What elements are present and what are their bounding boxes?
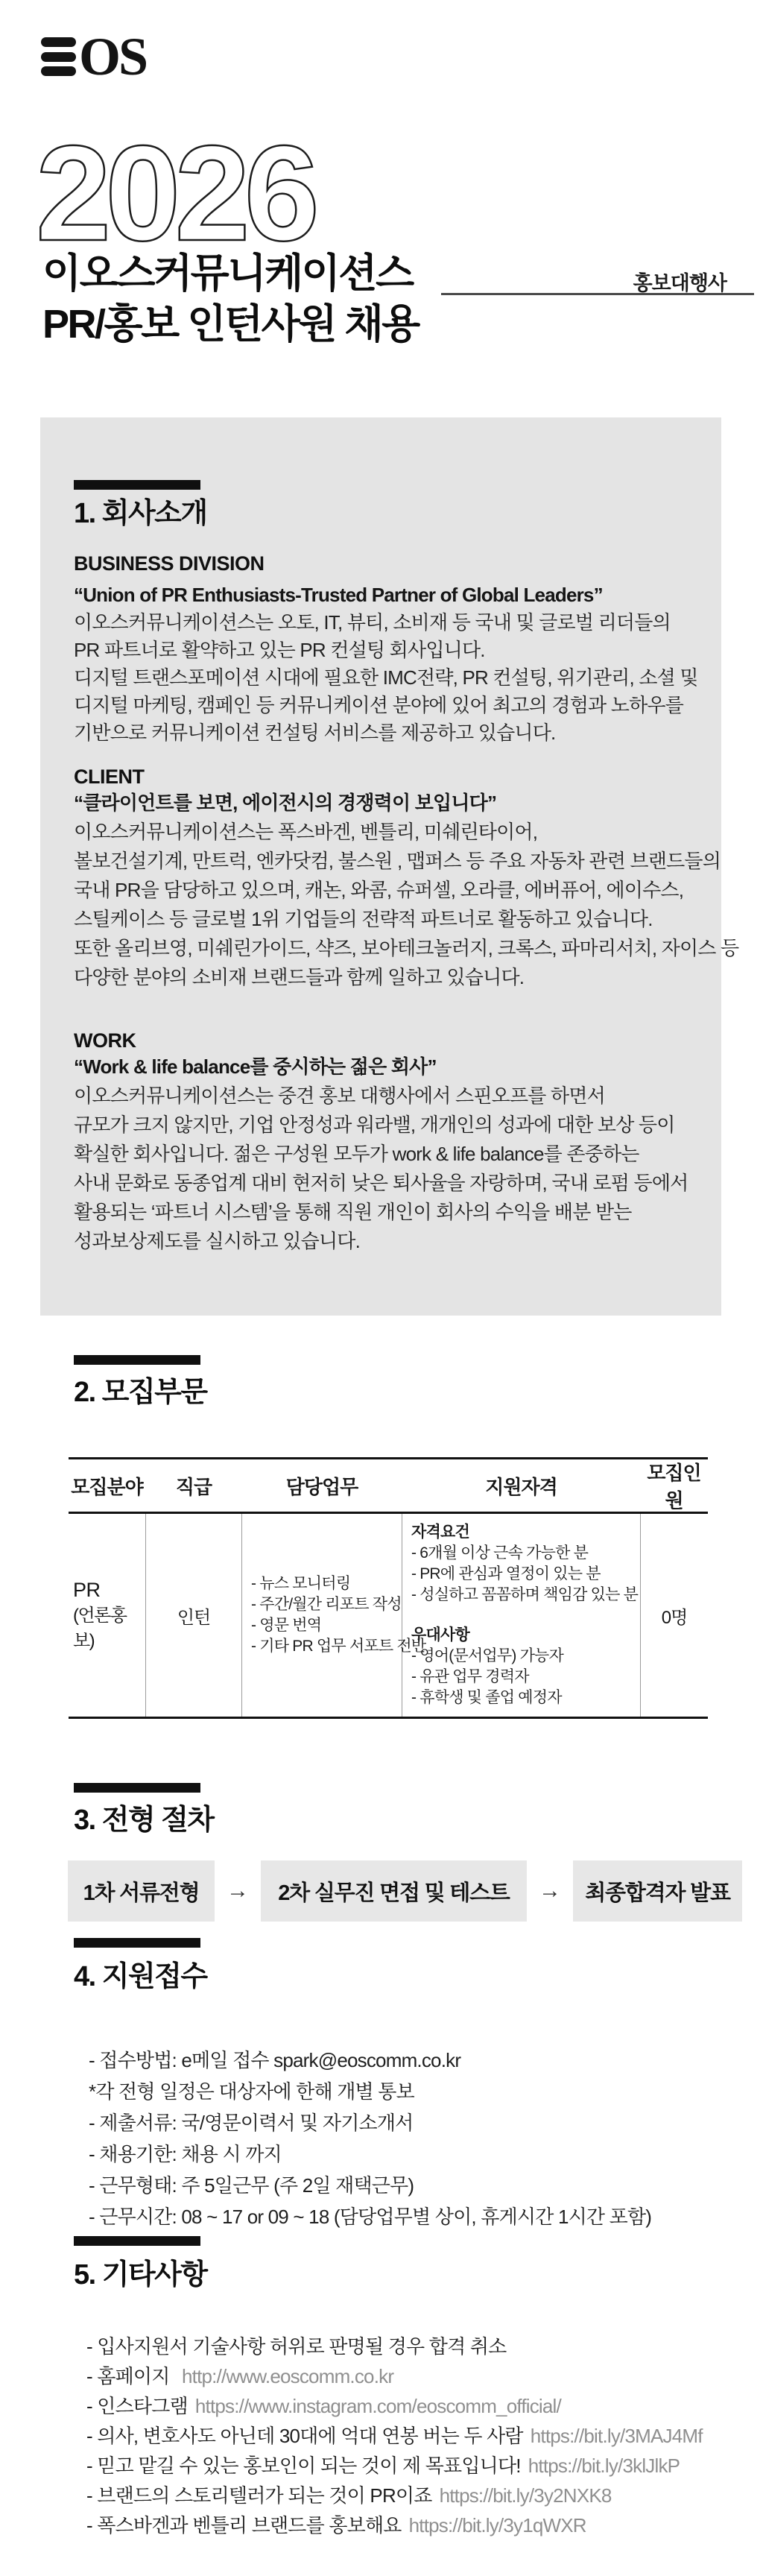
list-item-text: - 입사지원서 기술사항 허위로 판명될 경우 합격 취소 <box>86 2335 507 2358</box>
page-title-line1: 이오스커뮤니케이션스 <box>42 251 413 296</box>
list-item: - 접수방법: e메일 접수 spark@eoscomm.co.kr <box>89 2049 461 2071</box>
cell-qualification <box>402 1514 641 1717</box>
section-heading-recruit: 2. 모집부문 <box>74 1377 207 1408</box>
list-item: - 제출서류: 국/영문이력서 및 자기소개서 <box>89 2112 414 2134</box>
business-division-heading: BUSINESS DIVISION <box>74 552 265 575</box>
list-item: 이오스커뮤니케이션스는 중견 홍보 대행사에서 스핀오프를 하면서 <box>74 1084 605 1107</box>
col-header-field: 모집분야 <box>71 1475 143 1498</box>
eos-logo-bars-icon <box>41 37 76 76</box>
list-item: *각 전형 일정은 대상자에 한해 개별 통보 <box>89 2080 414 2103</box>
client-block <box>74 765 739 992</box>
list-item <box>86 2391 703 2421</box>
list-item: - 휴학생 및 졸업 예정자 <box>411 1689 562 1706</box>
cell-level: 인턴 <box>146 1514 242 1717</box>
list-item: 또한 올리브영, 미쉐린가이드, 샥즈, 보아테크놀러지, 크록스, 파마리서치, 자이스 등 <box>74 936 739 959</box>
apply-item-list <box>89 2045 651 2232</box>
list-item: - 채용기한: 채용 시 까지 <box>89 2143 282 2165</box>
list-item: - 근무형태: 주 5일근무 (주 2일 재택근무) <box>89 2174 414 2197</box>
client-paragraph <box>74 818 739 992</box>
agency-tag: 홍보대행사 <box>633 272 726 294</box>
col-header-count: 모집인원 <box>647 1462 701 1512</box>
list-item: 스틸케이스 등 글로벌 1위 기업들의 전략적 파트너로 활동하고 있습니다. <box>74 907 653 930</box>
list-item: - 유관 업무 경력자 <box>411 1668 529 1685</box>
business-paragraph <box>74 609 698 747</box>
list-item: 활용되는 ‘파트너 시스템’을 통해 직원 개인이 회사의 수익을 배분 받는 <box>74 1200 632 1223</box>
list-item: - 기타 PR 업무 서포트 전반 <box>251 1638 426 1655</box>
qualification-preferred-group <box>411 1625 640 1708</box>
eos-logo <box>41 27 147 86</box>
list-item-text: - 브랜드의 스토리텔러가 되는 것이 PR이죠 <box>86 2484 432 2507</box>
etc-item-list <box>86 2332 703 2540</box>
external-link[interactable]: https://bit.ly/3y1qWXR <box>408 2514 586 2536</box>
arrow-right-icon: → <box>539 1878 561 1903</box>
list-item: 규모가 크지 않지만, 기업 안정성과 워라밸, 개개인의 성과에 대한 보상 등이 <box>74 1113 675 1136</box>
field-name: PR <box>73 1579 101 1601</box>
list-item: - 영어(문서업무) 가능자 <box>411 1647 564 1664</box>
qualification-preferred-items <box>411 1646 640 1708</box>
list-item-text: - 믿고 맡길 수 있는 홍보인이 되는 것이 제 목표입니다! <box>86 2455 521 2477</box>
recruit-table <box>69 1457 708 1719</box>
list-item: 다양한 분야의 소비재 브랜드들과 함께 일하고 있습니다. <box>74 965 525 988</box>
list-item <box>86 2451 703 2481</box>
list-item <box>86 2421 703 2451</box>
field-subname: (언론홍보) <box>73 1606 127 1651</box>
arrow-right-icon: → <box>227 1878 249 1903</box>
qualification-required-group <box>411 1522 640 1606</box>
section-heading-apply: 4. 지원접수 <box>74 1961 207 1992</box>
list-item <box>86 2361 703 2391</box>
process-step-2: 2차 실무진 면접 및 테스트 <box>261 1860 527 1922</box>
section-heading-company: 1. 회사소개 <box>74 498 207 529</box>
list-item: - PR에 관심과 열정이 있는 분 <box>411 1565 601 1582</box>
external-link[interactable]: http://www.eoscomm.co.kr <box>181 2365 394 2387</box>
list-item: - 근무시간: 08 ~ 17 or 09 ~ 18 (담당업무별 상이, 휴게시간 1시간 포함) <box>89 2206 652 2228</box>
section-heading-process: 3. 전형 절차 <box>74 1805 214 1836</box>
list-item: 볼보건설기계, 만트럭, 엔카닷컴, 불스원 , 맵퍼스 등 주요 자동차 관련 브랜드들의 <box>74 849 721 872</box>
list-item <box>86 2481 703 2510</box>
list-item: 국내 PR을 담당하고 있으며, 캐논, 와콤, 슈퍼셀, 오라클, 에버퓨어, 에이수스, <box>74 878 684 901</box>
section-marker-bar <box>74 1783 200 1793</box>
eos-logo-text: OS <box>79 27 147 86</box>
external-link[interactable]: https://www.instagram.com/eoscomm_official/ <box>194 2395 561 2417</box>
page-title-line2: PR/홍보 인턴사원 채용 <box>42 302 419 347</box>
section-marker-bar <box>74 480 200 490</box>
list-item: - 주간/월간 리포트 작성 <box>251 1596 402 1613</box>
list-item: 디지털 트랜스포메이션 시대에 필요한 IMC전략, PR 컨설팅, 위기관리, 소셜 및 <box>74 666 698 689</box>
section-marker-bar <box>74 1938 200 1948</box>
list-item: 사내 문화로 동종업계 대비 현저히 낮은 퇴사율을 자랑하며, 국내 로펌 등에서 <box>74 1171 688 1194</box>
list-item-text: - 인스타그램 <box>86 2395 188 2417</box>
qualification-required-heading: 자격요건 <box>411 1524 469 1541</box>
section-marker-bar <box>74 2236 200 2246</box>
process-step-1: 1차 서류전형 <box>68 1860 215 1922</box>
list-item: PR 파트너로 활약하고 있는 PR 컨설팅 회사입니다. <box>74 638 485 661</box>
external-link[interactable]: https://bit.ly/3klJlkP <box>528 2455 680 2477</box>
client-heading: CLIENT <box>74 765 145 788</box>
process-steps <box>68 1860 742 1922</box>
cell-count: 0명 <box>661 1607 688 1628</box>
list-item: 성과보상제도를 실시하고 있습니다. <box>74 1229 361 1252</box>
year-outline: 2026 <box>36 117 314 269</box>
section-heading-etc: 5. 기타사항 <box>74 2259 207 2291</box>
list-item: - 뉴스 모니터링 <box>251 1575 351 1592</box>
list-item: 이오스커뮤니케이션스는 오토, IT, 뷰티, 소비재 등 국내 및 글로벌 리더들의 <box>74 610 671 634</box>
list-item: 확실한 회사입니다. 젊은 구성원 모두가 work & life balance를 존중하는 <box>74 1142 639 1165</box>
work-paragraph <box>74 1082 691 1256</box>
list-item: - 6개월 이상 근속 가능한 분 <box>411 1544 589 1562</box>
list-item: 이오스커뮤니케이션스는 폭스바겐, 벤틀리, 미쉐린타이어, <box>74 820 538 843</box>
table-row <box>69 1514 708 1717</box>
work-block <box>74 1029 691 1256</box>
list-item <box>86 2510 703 2540</box>
business-division-block <box>74 552 698 747</box>
col-header-qualification: 지원자격 <box>485 1475 557 1498</box>
list-item-text: - 의사, 변호사도 아닌데 30대에 억대 연봉 버는 두 사람 <box>86 2425 523 2447</box>
work-heading: WORK <box>74 1029 136 1052</box>
qualification-preferred-heading: 우대사항 <box>411 1626 469 1644</box>
cell-duties <box>242 1514 426 1717</box>
list-item-text: - 폭스바겐과 벤틀리 브랜드를 홍보해요 <box>86 2514 402 2536</box>
external-link[interactable]: https://bit.ly/3MAJ4Mf <box>530 2425 703 2447</box>
client-quote: “클라이언트를 보면, 에이전시의 경쟁력이 보입니다” <box>74 791 497 814</box>
list-item-text: - 홈페이지 <box>86 2365 174 2387</box>
list-item: 기반으로 커뮤니케이션 컨설팅 서비스를 제공하고 있습니다. <box>74 721 556 744</box>
external-link[interactable]: https://bit.ly/3y2NXK8 <box>439 2484 612 2507</box>
work-quote: “Work & life balance를 중시하는 젊은 회사” <box>74 1055 437 1078</box>
list-item <box>86 2332 703 2361</box>
company-intro-panel <box>40 417 739 1316</box>
process-step-3: 최종합격자 발표 <box>573 1860 742 1922</box>
qualification-required-items <box>411 1543 640 1606</box>
list-item: 디지털 마케팅, 캠페인 등 커뮤니케이션 분야에 있어 최고의 경험과 노하우를 <box>74 693 684 716</box>
section-marker-bar <box>74 1355 200 1365</box>
business-quote: “Union of PR Enthusiasts-Trusted Partner of Global Leaders” <box>74 583 603 606</box>
recruit-table-header <box>69 1459 708 1514</box>
list-item: - 성실하고 꼼꼼하며 책임감 있는 분 <box>411 1586 639 1603</box>
cell-field <box>69 1514 146 1717</box>
col-header-level: 직급 <box>175 1475 212 1498</box>
list-item: - 영문 번역 <box>251 1617 322 1634</box>
col-header-duties: 담당업무 <box>285 1475 358 1498</box>
